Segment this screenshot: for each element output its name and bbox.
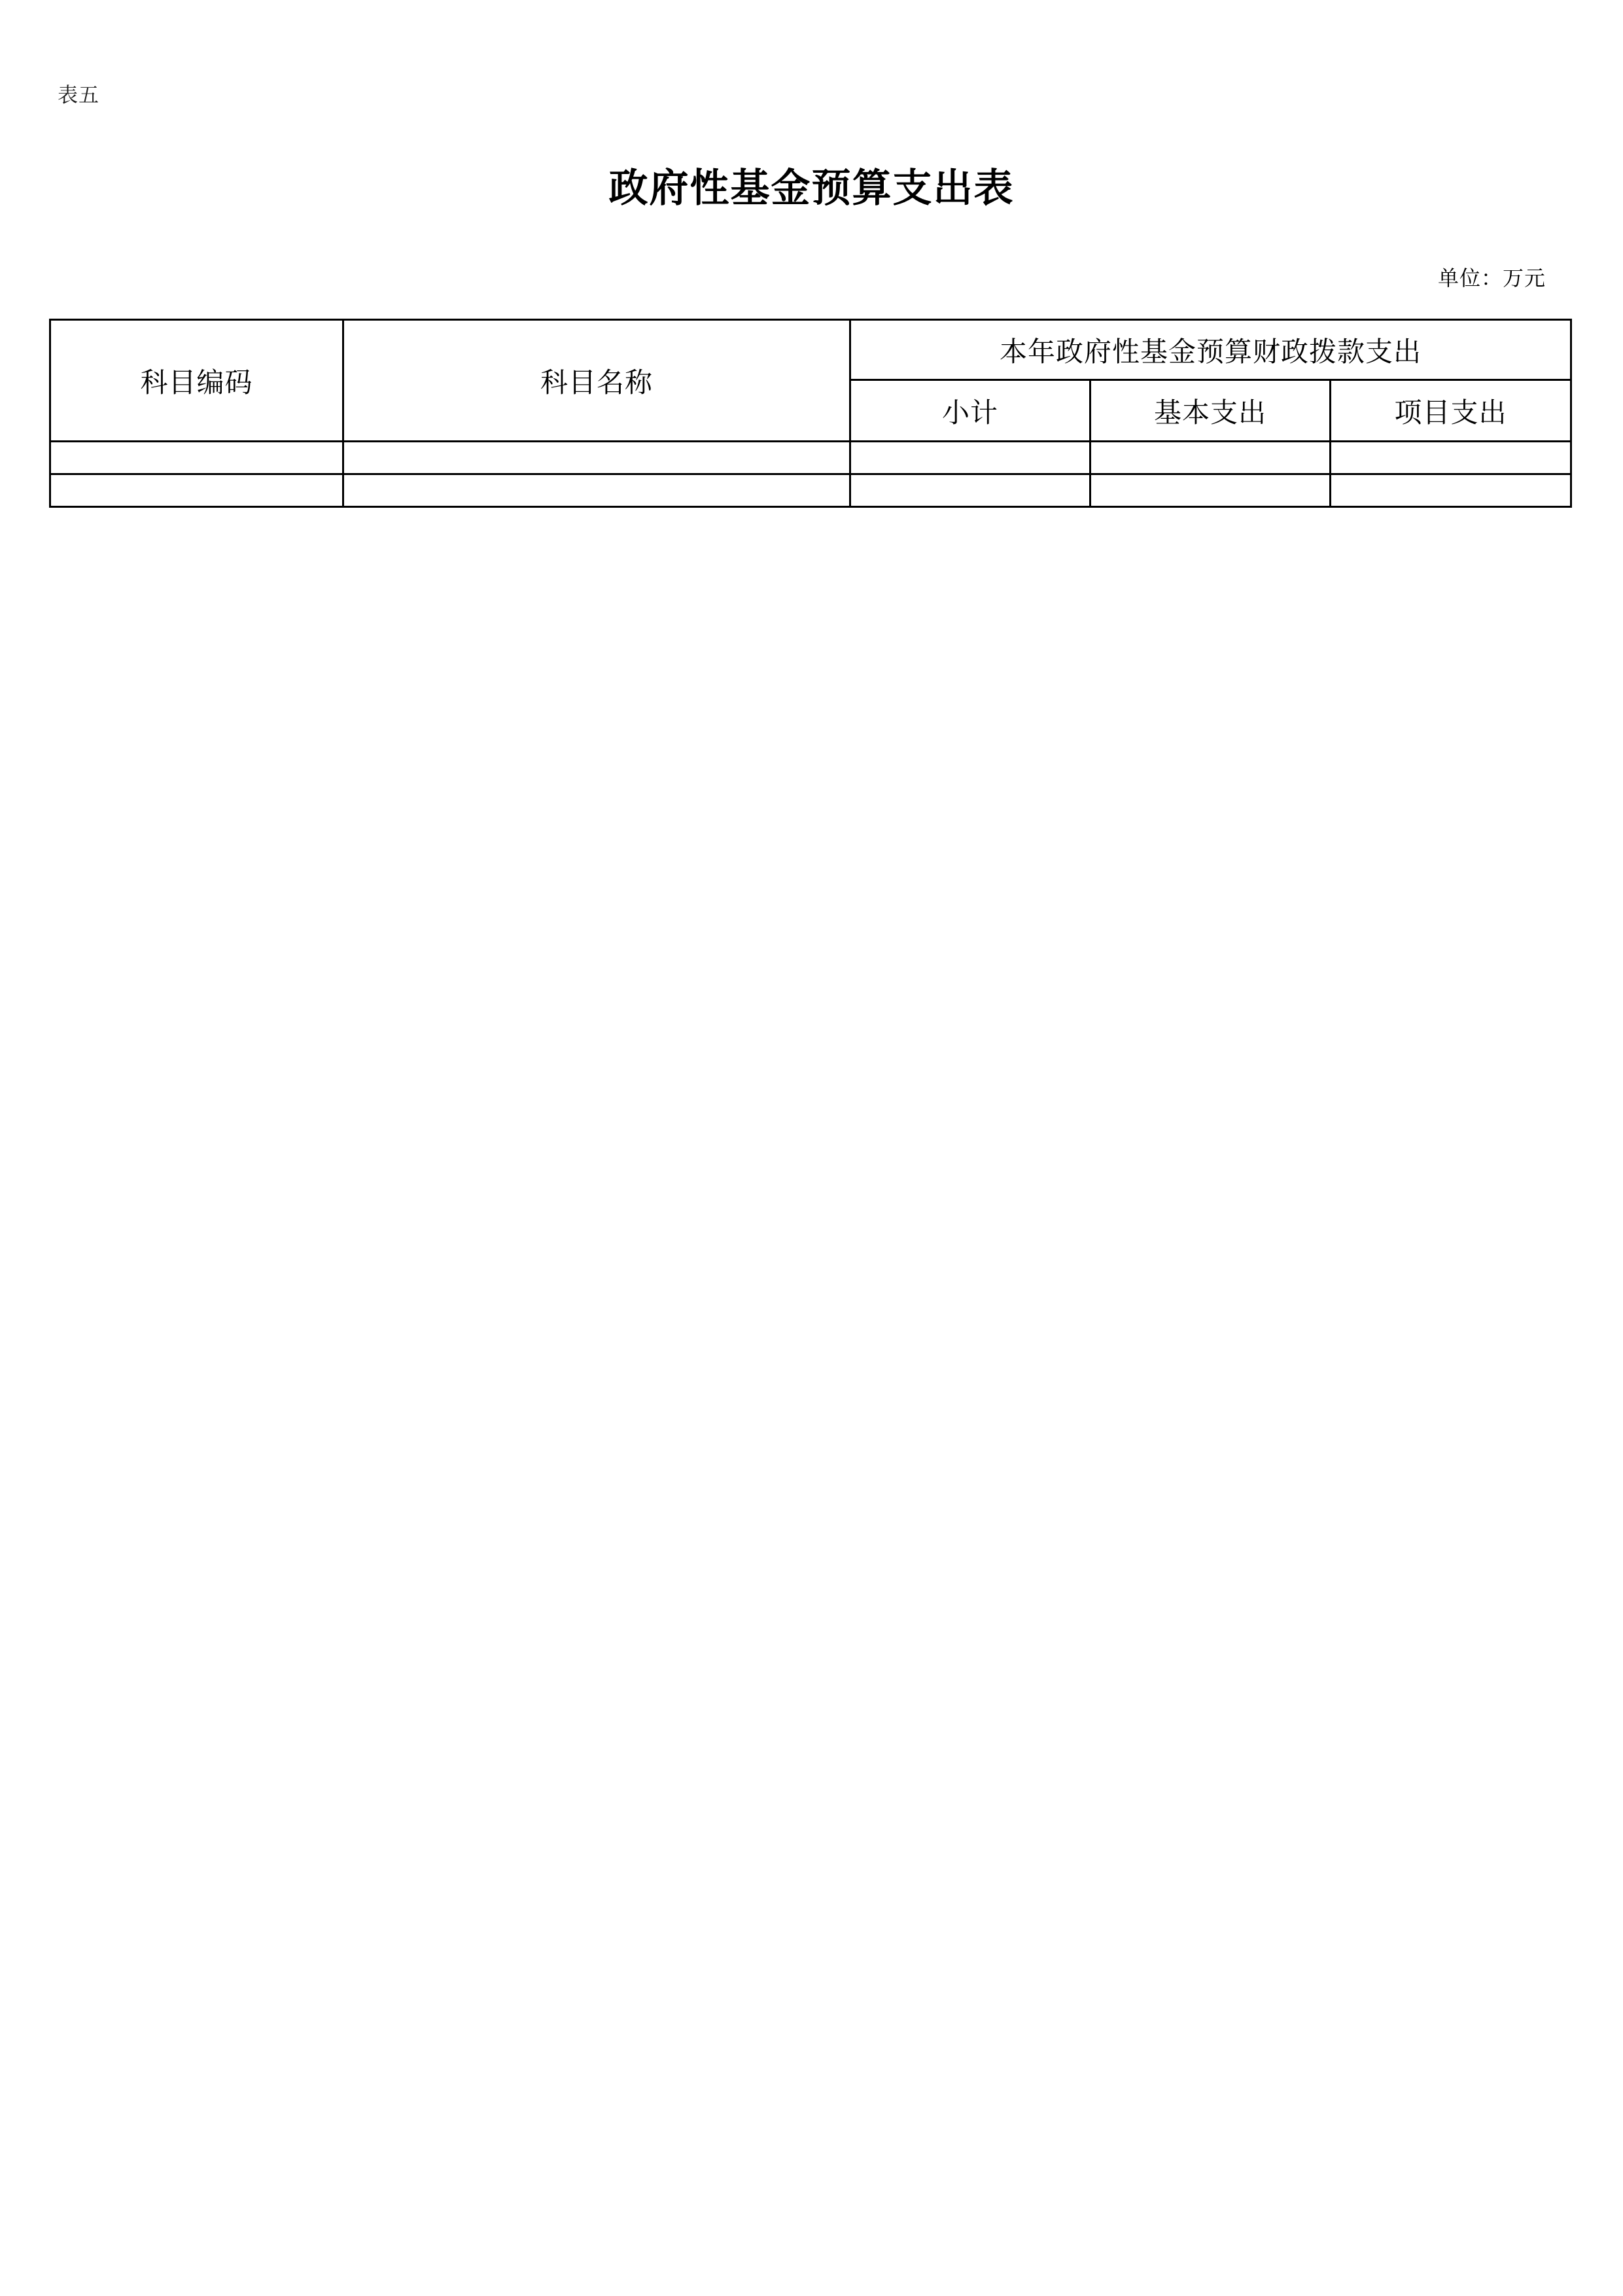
budget-table: [49, 319, 1572, 508]
table-header: [50, 320, 1571, 442]
unit-note: 单位：万元: [1437, 266, 1546, 290]
cell-subtotal: [850, 474, 1091, 507]
column-header-name: 科目名称: [343, 320, 850, 442]
cell-name: [343, 474, 850, 507]
column-header-code: 科目编码: [50, 320, 343, 442]
cell-name: [343, 442, 850, 474]
page-title: 政府性基金预算支出表: [608, 167, 1015, 210]
column-header-group-expenditure: 本年政府性基金预算财政拨款支出: [850, 320, 1571, 380]
cell-subtotal: [850, 442, 1091, 474]
cell-basic: [1091, 442, 1331, 474]
cell-basic: [1091, 474, 1331, 507]
table-header-row-group: [50, 320, 1571, 380]
cell-code: [50, 442, 343, 474]
sheet-label: 表五: [58, 84, 99, 107]
budget-table-container: [49, 319, 1570, 508]
column-header-basic: 基本支出: [1091, 380, 1331, 442]
cell-project: [1331, 474, 1571, 507]
cell-code: [50, 474, 343, 507]
table-row: [50, 442, 1571, 474]
column-header-subtotal: 小计: [850, 380, 1091, 442]
table-body: [50, 442, 1571, 507]
column-header-project: 项目支出: [1331, 380, 1571, 442]
cell-project: [1331, 442, 1571, 474]
table-row: [50, 474, 1571, 507]
